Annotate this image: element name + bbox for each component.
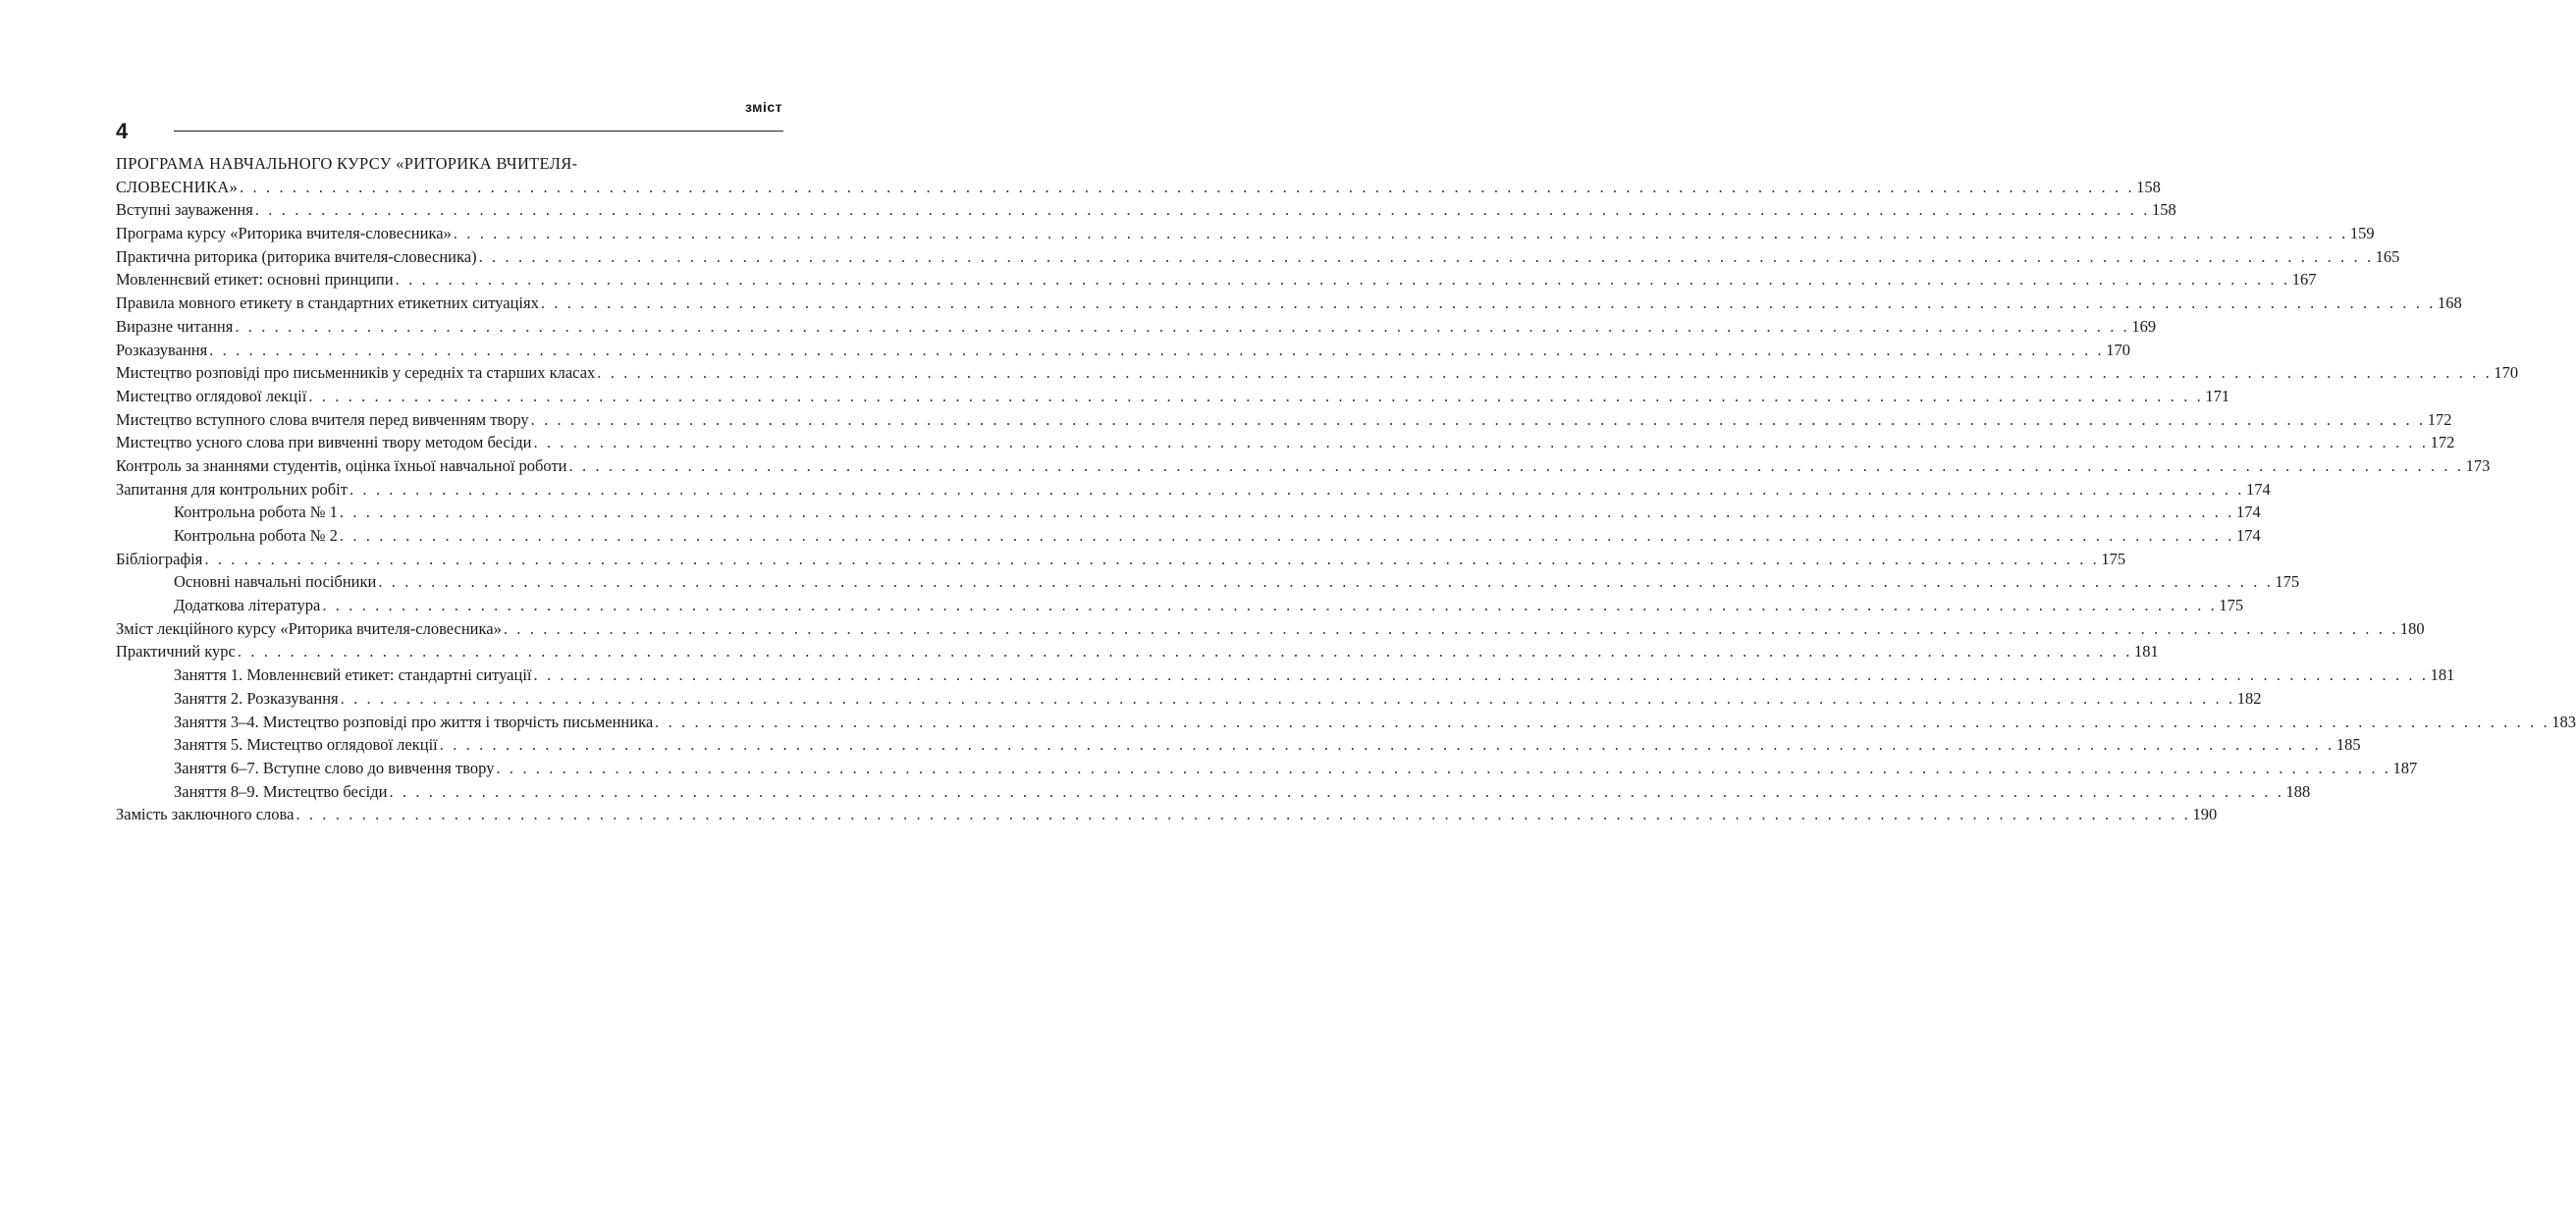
toc-entry-title: Програма курсу «Риторика вчителя-словесника» — [116, 224, 452, 243]
dot-leader — [396, 268, 2290, 291]
dot-leader — [349, 478, 2244, 502]
toc-entry — [116, 315, 2157, 339]
toc-entry — [116, 291, 2462, 315]
dot-leader — [569, 454, 2464, 478]
dot-leader — [295, 803, 2190, 826]
toc-entry — [116, 757, 2418, 780]
toc-page-number: 165 — [2375, 246, 2400, 266]
toc-entry-title: Розказування — [116, 340, 208, 359]
dot-leader — [440, 733, 2334, 757]
toc-entry-title: Практична риторика (риторика вчителя-словесника) — [116, 246, 477, 266]
dot-leader — [541, 291, 2436, 315]
toc-heading-line-1 — [116, 152, 776, 176]
toc-entry-title: Запитання для контрольних робіт — [116, 479, 348, 499]
toc-entry — [116, 198, 2176, 222]
toc-entry-title: Мистецтво вступного слова вчителя перед вивченням твору — [116, 409, 529, 429]
toc-entry — [116, 733, 2361, 757]
toc-heading-text: ПРОГРАМА НАВЧАЛЬНОГО КУРСУ «РИТОРИКА ВЧИТЕЛЯ- — [116, 154, 578, 173]
toc-entry — [116, 339, 2131, 362]
toc-entry-title: Мистецтво оглядової лекції — [116, 386, 307, 405]
toc-entry — [116, 454, 2491, 478]
page-number: 4 — [116, 119, 129, 143]
toc-page-number: 190 — [2192, 805, 2218, 824]
dot-leader — [534, 431, 2429, 454]
toc-page-number: 185 — [2335, 735, 2361, 755]
dot-leader — [655, 711, 2549, 734]
toc-entry-title: Замість заключного слова — [116, 805, 295, 824]
toc-entry — [116, 663, 2455, 687]
toc-heading-line-2 — [116, 176, 2161, 199]
dot-leader — [534, 663, 2429, 687]
toc-page-number: 182 — [2236, 688, 2262, 708]
toc-entry-title: Контроль за знаннями студентів, оцінка їхньої навчальної роботи — [116, 455, 567, 475]
dot-leader — [235, 315, 2129, 339]
toc-entry — [116, 361, 2519, 385]
toc-entry-title: Бібліографія — [116, 549, 203, 568]
toc-entry-title: Контрольна робота № 2 — [174, 526, 338, 545]
toc-entry — [116, 548, 2126, 571]
toc-entry — [116, 408, 2452, 432]
dot-leader — [454, 222, 2348, 245]
header-rule — [174, 131, 783, 132]
toc-page-number: 172 — [2430, 433, 2455, 452]
toc-page-number: 169 — [2131, 316, 2157, 336]
dot-leader — [340, 501, 2234, 524]
dot-leader — [204, 548, 2099, 571]
toc-entry — [116, 711, 2576, 734]
dot-leader — [255, 198, 2150, 222]
toc-entry — [116, 780, 2311, 804]
toc-entry-title: Мистецтво розповіді про письменників у середніх та старших класах — [116, 363, 596, 383]
toc-entry-title: Мовленнєвий етикет: основні принципи — [116, 270, 394, 290]
toc-page-number: 181 — [2430, 665, 2455, 685]
running-title: зміст — [745, 99, 782, 115]
toc-page-number: 175 — [2219, 596, 2244, 615]
dot-leader — [597, 361, 2492, 385]
toc-entry — [116, 478, 2271, 502]
dot-leader — [341, 687, 2235, 711]
dot-leader — [531, 408, 2426, 432]
toc-entry — [116, 803, 2218, 826]
toc-entry — [116, 570, 2300, 594]
toc-entries — [116, 198, 2576, 826]
toc-entry — [116, 222, 2375, 245]
toc-entry — [116, 268, 2317, 291]
toc-page-number: 170 — [2494, 363, 2519, 383]
toc-entry-title: Практичний курс — [116, 642, 236, 662]
toc-entry-title: Зміст лекційного курсу «Риторика вчителя-словесника» — [116, 618, 502, 638]
toc-entry-title: Додаткова література — [174, 596, 321, 615]
toc-entry-title: Заняття 3–4. Мистецтво розповіді про життя і творчість письменника — [174, 712, 654, 731]
toc-entry — [116, 501, 2261, 524]
toc-page-number: 174 — [2246, 479, 2271, 499]
dot-leader — [479, 245, 2374, 269]
toc-entry-title: Правила мовного етикету в стандартних етикетних ситуаціях — [116, 293, 539, 313]
toc-entry — [116, 687, 2262, 711]
toc-entry — [116, 524, 2261, 548]
toc-entry-title: Заняття 2. Розказування — [174, 688, 339, 708]
toc-entry-title: Основні навчальні посібники — [174, 572, 377, 592]
table-of-contents — [116, 152, 2576, 826]
toc-page-number: 158 — [2136, 177, 2161, 196]
dot-leader — [238, 640, 2132, 663]
toc-page-number: 175 — [2275, 572, 2300, 592]
toc-page-number: 171 — [2205, 386, 2230, 405]
toc-page-number: 187 — [2392, 758, 2418, 777]
toc-entry — [116, 617, 2425, 641]
dot-leader — [308, 385, 2203, 408]
toc-page-number: 159 — [2349, 224, 2375, 243]
toc-page-number: 188 — [2285, 781, 2311, 801]
toc-entry-title: Заняття 8–9. Мистецтво бесіди — [174, 781, 388, 801]
toc-entry-title: Виразне читання — [116, 316, 234, 336]
dot-leader — [340, 524, 2234, 548]
toc-entry — [116, 385, 2230, 408]
toc-entry — [116, 594, 2244, 617]
toc-page-number: 173 — [2465, 455, 2491, 475]
toc-page-number: 174 — [2235, 526, 2261, 545]
toc-entry-title: Вступні зауваження — [116, 200, 253, 220]
toc-heading-text: СЛОВЕСНИКА» — [116, 177, 239, 196]
dot-leader — [389, 780, 2283, 804]
dot-leader — [240, 176, 2134, 199]
dot-leader — [209, 339, 2104, 362]
toc-page-number: 167 — [2291, 270, 2317, 290]
dot-leader — [322, 594, 2217, 617]
toc-page-number: 183 — [2551, 712, 2576, 731]
toc-entry-title: Заняття 1. Мовленнєвий етикет: стандартні ситуації — [174, 665, 532, 685]
dot-leader — [504, 617, 2398, 641]
dot-leader — [496, 757, 2390, 780]
toc-page-number: 180 — [2399, 618, 2425, 638]
toc-page-number: 175 — [2101, 549, 2126, 568]
toc-page-number: 174 — [2235, 503, 2261, 522]
toc-page-number: 158 — [2151, 200, 2176, 220]
toc-page-number: 168 — [2437, 293, 2462, 313]
toc-entry-title: Контрольна робота № 1 — [174, 503, 338, 522]
dot-leader — [378, 570, 2273, 594]
toc-entry — [116, 640, 2159, 663]
toc-entry-title: Заняття 6–7. Вступне слово до вивчення твору — [174, 758, 495, 777]
toc-page-number: 170 — [2106, 340, 2131, 359]
toc-entry-title: Мистецтво усного слова при вивченні твору методом бесіди — [116, 433, 532, 452]
toc-entry-title: Заняття 5. Мистецтво оглядової лекції — [174, 735, 438, 755]
toc-entry — [116, 245, 2400, 269]
toc-page-number: 172 — [2427, 409, 2452, 429]
toc-entry — [116, 431, 2455, 454]
toc-page-number: 181 — [2133, 642, 2159, 662]
